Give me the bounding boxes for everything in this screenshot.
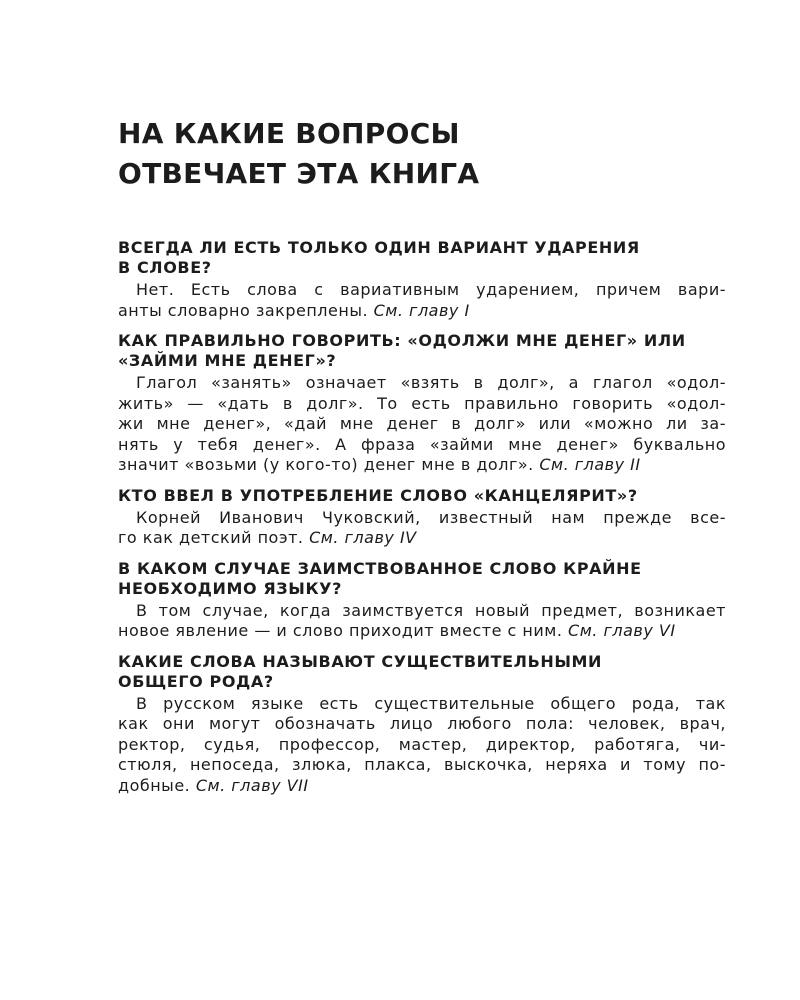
answer-text — [118, 694, 726, 797]
question-line: В СЛОВЕ? — [118, 258, 212, 277]
answer-line — [118, 776, 726, 797]
question-heading — [118, 238, 726, 278]
answer-line-text: Корней Иванович Чуковский, известный нам прежде все- — [136, 507, 726, 527]
answer-text — [118, 280, 726, 321]
qa-section — [118, 559, 726, 642]
answer-line-text: жи мне денег», «дай мне денег в долг» или «можно ли за- — [118, 414, 726, 433]
answer-line-text: Глагол «занять» означает «взять в долг», а глагол «одол- — [136, 373, 726, 392]
answer-line-text: В русском языке есть существительные общего рода, так — [136, 693, 726, 713]
answer-line — [118, 280, 726, 301]
answer-line — [118, 301, 726, 322]
qa-section — [118, 331, 726, 476]
question-line: КТО ВВЕЛ В УПОТРЕБЛЕНИЕ СЛОВО «КАНЦЕЛЯРИТ»? — [118, 485, 638, 505]
question-line: ОБЩЕГО РОДА? — [118, 671, 274, 691]
question-line: В КАКОМ СЛУЧАЕ ЗАИМСТВОВАННОЕ СЛОВО КРАЙНЕ — [118, 558, 642, 578]
answer-line-text: как они могут обозначать лицо любого пола: человек, врач, — [118, 714, 726, 733]
answer-line — [118, 714, 726, 735]
chapter-reference: См. главу I — [373, 300, 470, 320]
qa-list — [118, 238, 726, 796]
answer-line — [118, 528, 726, 549]
answer-line — [118, 373, 726, 394]
qa-section — [118, 238, 726, 321]
answer-line-text: Нет. Есть слова с вариативным ударением, причем вари- — [136, 280, 726, 299]
title-line: ОТВЕЧАЕТ ЭТА КНИГА — [118, 157, 480, 190]
question-heading — [118, 486, 726, 506]
question-line: НЕОБХОДИМО ЯЗЫКУ? — [118, 578, 342, 598]
answer-line-text: В том случае, когда заимствуется новый предмет, возникает — [136, 600, 726, 620]
answer-line — [118, 508, 726, 529]
question-heading — [118, 559, 726, 599]
chapter-reference: См. главу II — [539, 455, 641, 474]
question-heading — [118, 331, 726, 371]
question-line: «ЗАЙМИ МНЕ ДЕНЕГ»? — [118, 351, 337, 370]
answer-line — [118, 414, 726, 435]
answer-line-text: стюля, непоседа, злюка, плакса, выскочка, неряха и тому по- — [118, 755, 726, 774]
qa-section — [118, 652, 726, 797]
qa-section — [118, 486, 726, 549]
answer-line — [118, 694, 726, 715]
answer-line-text: анты словарно закреплены. — [118, 300, 369, 320]
question-line: ВСЕГДА ЛИ ЕСТЬ ТОЛЬКО ОДИН ВАРИАНТ УДАРЕНИЯ — [118, 238, 640, 257]
answer-line — [118, 601, 726, 622]
answer-text — [118, 508, 726, 549]
answer-line-text: добные. — [118, 775, 191, 795]
answer-line-text: новое явление — и слово приходит вместе с ним. — [118, 621, 563, 640]
answer-line-text: значит «возьми (у кого-то) денег мне в долг». — [118, 455, 534, 474]
answer-line — [118, 435, 726, 456]
answer-text — [118, 601, 726, 642]
answer-line — [118, 455, 726, 476]
question-line: КАКИЕ СЛОВА НАЗЫВАЮТ СУЩЕСТВИТЕЛЬНЫМИ — [118, 651, 603, 671]
answer-line-text: го как детский поэт. — [118, 528, 304, 547]
question-heading — [118, 652, 726, 692]
answer-line — [118, 735, 726, 756]
answer-line-text: ректор, судья, профессор, мастер, директор, работяга, чи- — [118, 734, 726, 754]
answer-line — [118, 621, 726, 642]
page — [118, 114, 726, 806]
answer-line-text: жить» — «дать в долг». То есть правильно говорить «одол- — [118, 393, 726, 413]
answer-line — [118, 755, 726, 776]
chapter-reference: См. главу VI — [568, 621, 676, 640]
title-line: НА КАКИЕ ВОПРОСЫ — [118, 117, 460, 150]
answer-text — [118, 373, 726, 476]
answer-line — [118, 394, 726, 415]
page-title — [118, 114, 726, 194]
answer-line-text: нять у тебя денег». А фраза «займи мне денег» буквально — [118, 434, 726, 454]
chapter-reference: См. главу IV — [309, 528, 417, 547]
chapter-reference: См. главу VII — [195, 775, 309, 795]
question-line: КАК ПРАВИЛЬНО ГОВОРИТЬ: «ОДОЛЖИ МНЕ ДЕНЕГ» ИЛИ — [118, 331, 686, 350]
